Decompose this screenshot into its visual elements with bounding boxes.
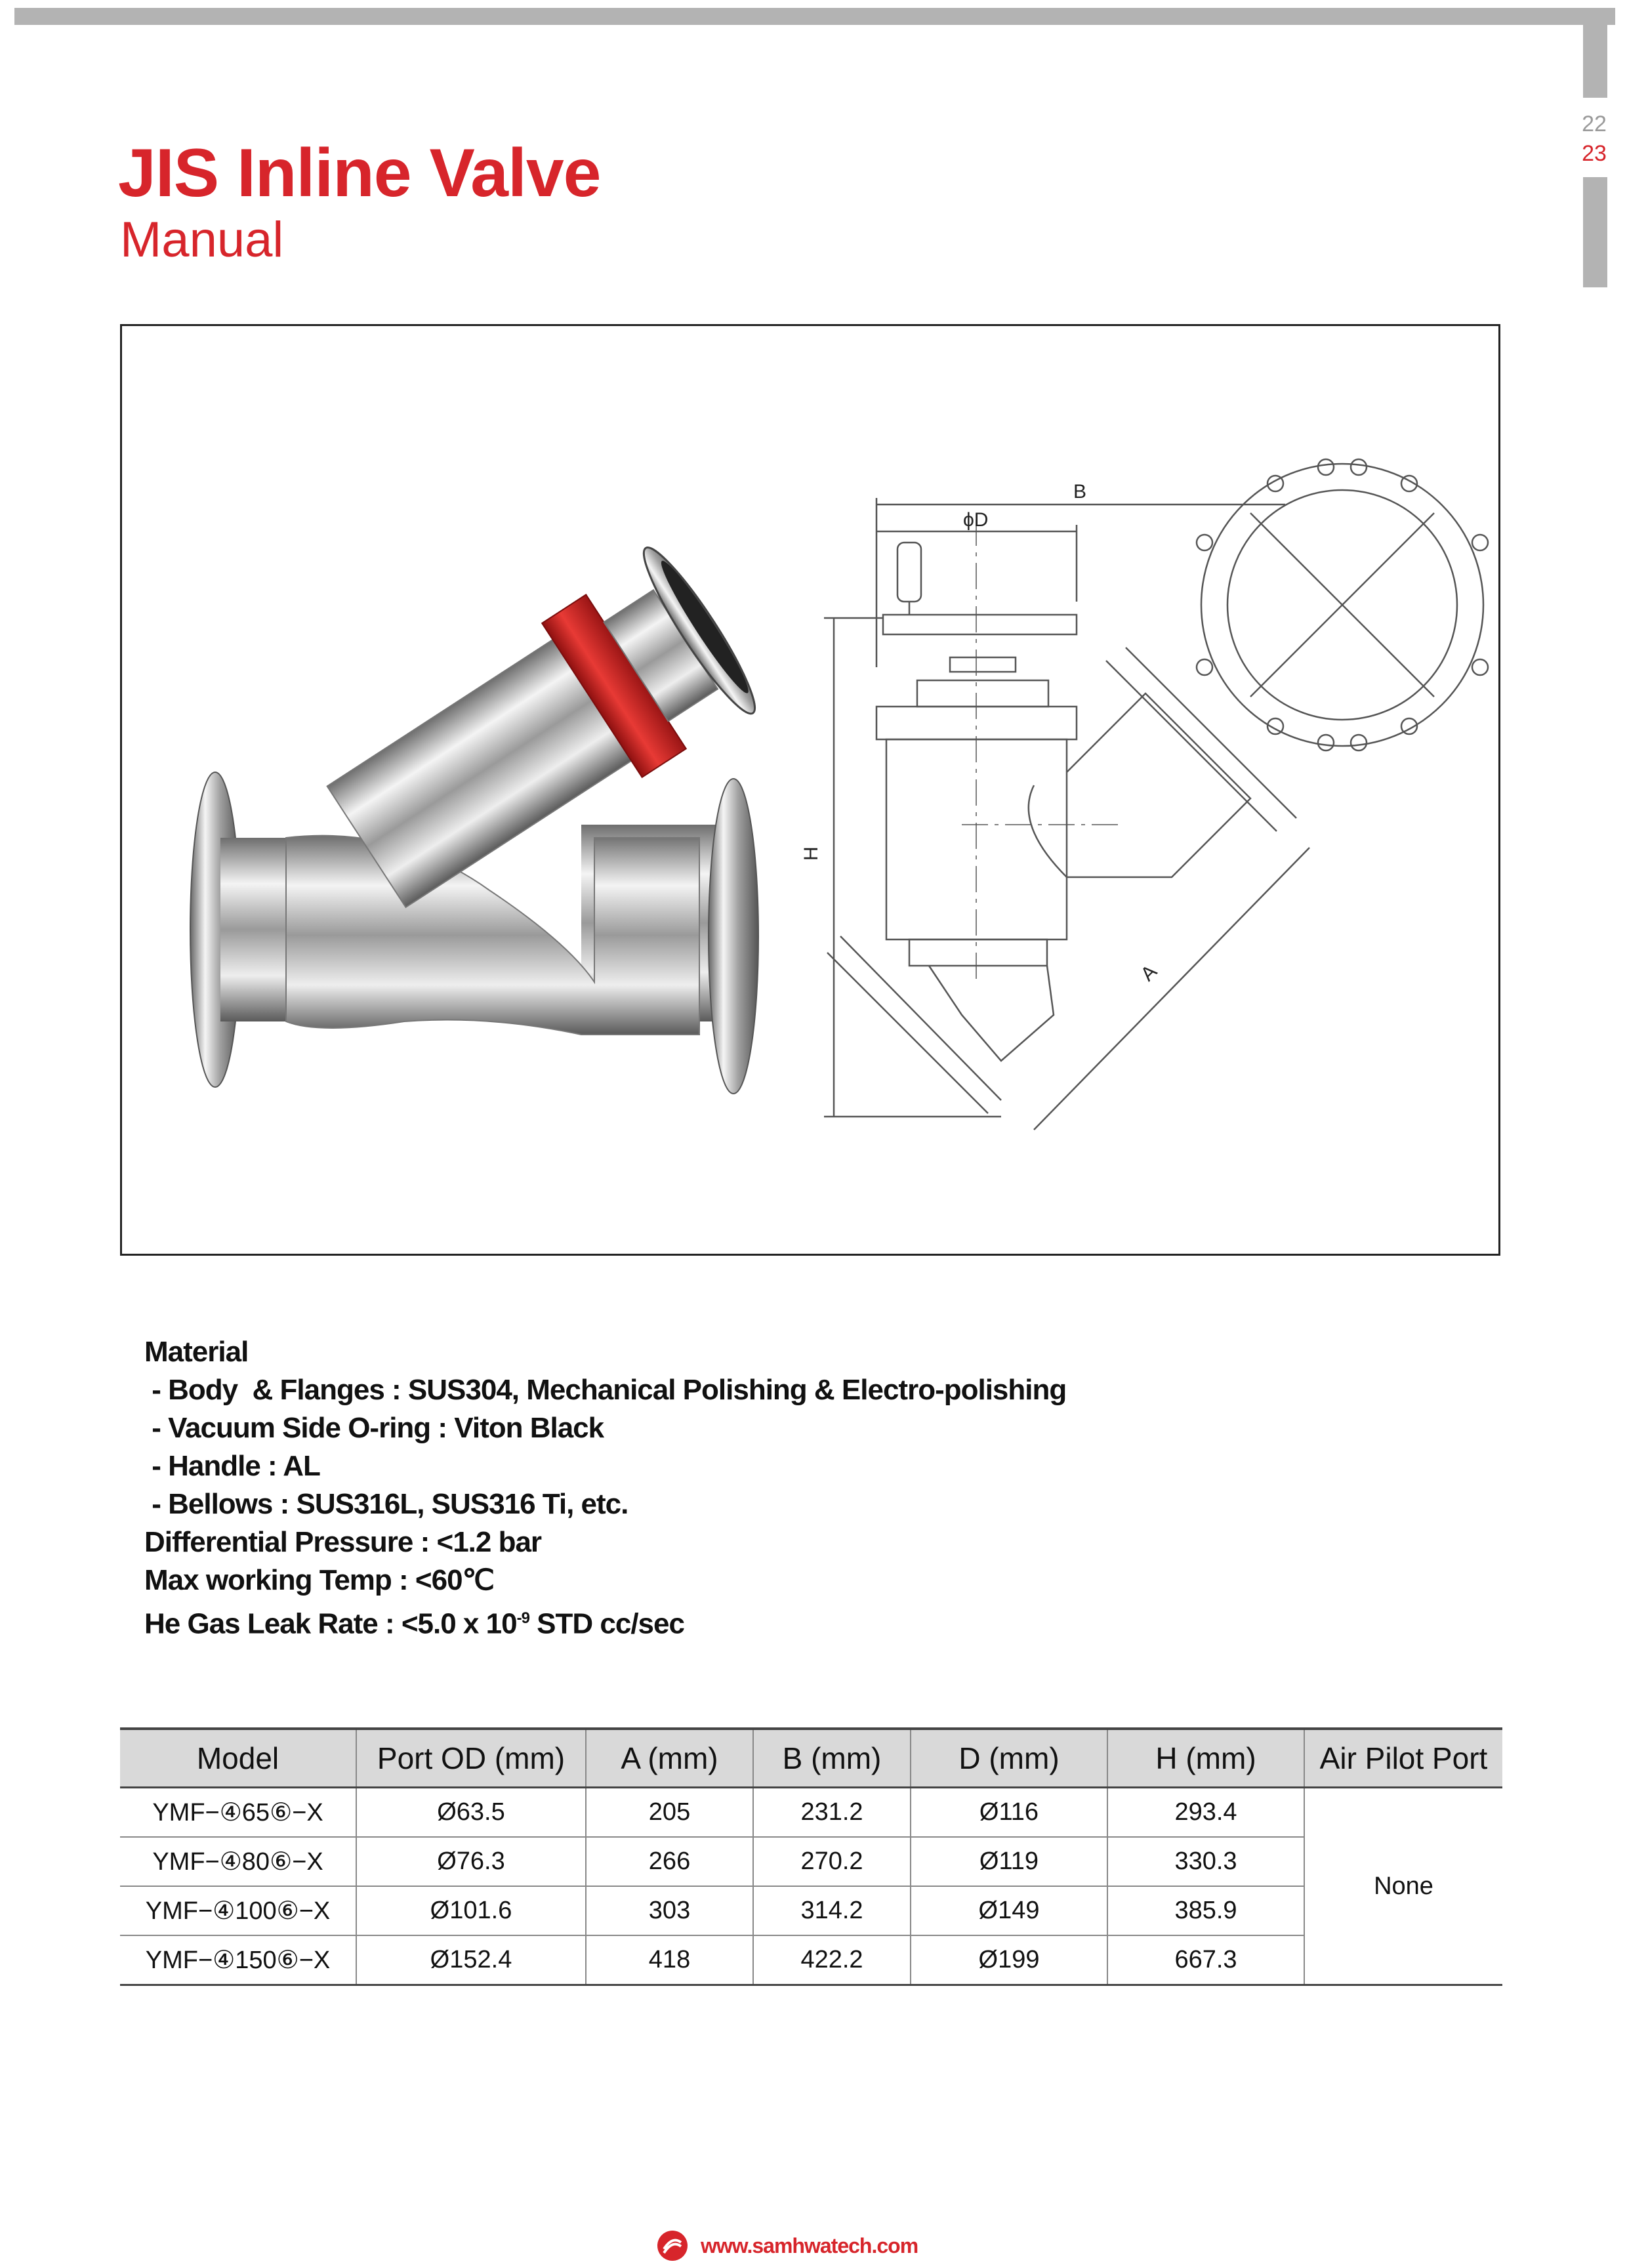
a-cell: 418 <box>586 1935 753 1985</box>
dimension-label-h: H <box>800 846 822 861</box>
side-page-tab <box>1583 177 1607 287</box>
top-decorative-bar <box>14 8 1615 25</box>
technical-drawing <box>824 459 1488 1130</box>
product-figure <box>120 324 1500 1256</box>
table-row <box>120 1837 1502 1886</box>
model-cell: YMF−④100⑥−X <box>120 1886 356 1935</box>
model-cell: YMF−④150⑥−X <box>120 1935 356 1985</box>
col-a-header: A (mm) <box>586 1729 753 1788</box>
a-cell: 205 <box>586 1788 753 1838</box>
col-d-header: D (mm) <box>911 1729 1107 1788</box>
h-cell: 667.3 <box>1107 1935 1304 1985</box>
d-cell: Ø116 <box>911 1788 1107 1838</box>
b-cell: 270.2 <box>753 1837 911 1886</box>
spec-differential-pressure: Differential Pressure : <1.2 bar <box>144 1526 542 1558</box>
a-cell: 266 <box>586 1837 753 1886</box>
port-od-cell: Ø101.6 <box>356 1886 586 1935</box>
dimension-label-d: ϕD <box>963 509 989 531</box>
port-od-cell: Ø76.3 <box>356 1837 586 1886</box>
col-h-header: H (mm) <box>1107 1729 1304 1788</box>
h-cell: 293.4 <box>1107 1788 1304 1838</box>
leak-rate-prefix: He Gas Leak Rate : <5.0 x 10 <box>144 1607 517 1640</box>
current-page-number: 23 <box>1582 141 1607 166</box>
d-cell: Ø199 <box>911 1935 1107 1985</box>
air-pilot-port-cell: None <box>1304 1788 1502 1985</box>
h-cell: 385.9 <box>1107 1886 1304 1935</box>
col-b-header: B (mm) <box>753 1729 911 1788</box>
model-cell: YMF−④80⑥−X <box>120 1837 356 1886</box>
model-cell: YMF−④65⑥−X <box>120 1788 356 1838</box>
a-cell: 303 <box>586 1886 753 1935</box>
company-logo-icon <box>656 2229 689 2262</box>
table-row <box>120 1886 1502 1935</box>
h-cell: 330.3 <box>1107 1837 1304 1886</box>
col-port-od-header: Port OD (mm) <box>356 1729 586 1788</box>
dimension-label-b: B <box>1073 481 1087 503</box>
website-link[interactable]: www.samhwatech.com <box>701 2233 918 2258</box>
d-cell: Ø149 <box>911 1886 1107 1935</box>
port-od-cell: Ø63.5 <box>356 1788 586 1838</box>
dimension-label-a: A <box>1136 960 1162 985</box>
table-header-row <box>120 1729 1502 1788</box>
col-air-pilot-header: Air Pilot Port <box>1304 1729 1502 1788</box>
specifications <box>144 1333 1066 1643</box>
port-od-cell: Ø152.4 <box>356 1935 586 1985</box>
b-cell: 422.2 <box>753 1935 911 1985</box>
table-row <box>120 1935 1502 1985</box>
top-right-decorative-bar <box>1583 8 1607 98</box>
d-cell: Ø119 <box>911 1837 1107 1886</box>
valve-photo <box>190 539 767 1094</box>
leak-rate-suffix: STD cc/sec <box>529 1607 684 1640</box>
spec-bellows: - Bellows : SUS316L, SUS316 Ti, etc. <box>144 1488 628 1520</box>
spec-table <box>120 1727 1502 1986</box>
spec-leak-rate <box>144 1599 1066 1643</box>
page-subtitle: Manual <box>120 212 284 268</box>
col-model-header: Model <box>120 1729 356 1788</box>
spec-max-temp: Max working Temp : <60℃ <box>144 1564 494 1596</box>
leak-rate-exponent: -9 <box>516 1609 529 1627</box>
spec-oring: - Vacuum Side O-ring : Viton Black <box>144 1412 604 1444</box>
page-title: JIS Inline Valve <box>118 135 601 211</box>
b-cell: 231.2 <box>753 1788 911 1838</box>
material-heading: Material <box>144 1336 249 1368</box>
b-cell: 314.2 <box>753 1886 911 1935</box>
table-row <box>120 1788 1502 1838</box>
footer <box>656 2229 918 2262</box>
previous-page-number: 22 <box>1582 112 1607 136</box>
spec-handle: - Handle : AL <box>144 1450 320 1482</box>
spec-body-flanges: - Body & Flanges : SUS304, Mechanical Polishing & Electro-polishing <box>144 1374 1067 1406</box>
